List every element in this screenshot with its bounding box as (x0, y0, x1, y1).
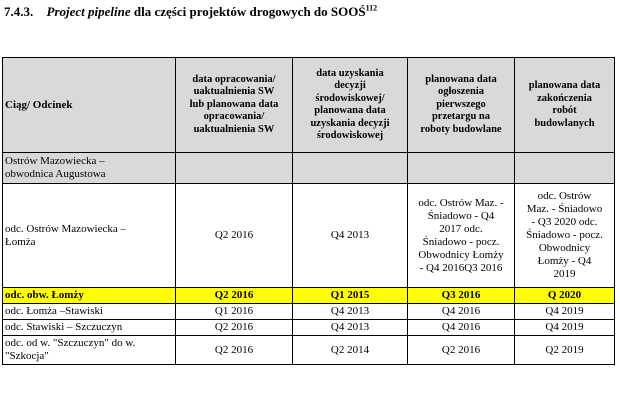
tender-date-cell: Q4 2016 (408, 304, 515, 320)
sw-date-cell: Q2 2016 (176, 184, 293, 288)
table-row-highlighted (3, 288, 615, 304)
table-row (3, 184, 615, 288)
group-cell-empty (176, 153, 293, 184)
completion-date-cell: Q2 2019 (515, 336, 615, 365)
section-title-italic: Project pipeline (46, 4, 131, 19)
table-row-group (3, 153, 615, 184)
completion-date-cell: Q4 2019 (515, 320, 615, 336)
group-name: Ostrów Mazowiecka – obwodnica Augustowa (3, 153, 176, 184)
section-title-rest: dla części projektów drogowych do SOOŚ (133, 4, 366, 19)
segment-name: odc. Ostrów Mazowiecka – Łomża (3, 184, 176, 288)
segment-name: odc. od w. "Szczuczyn" do w. "Szkocja" (3, 336, 176, 365)
sw-date-cell: Q2 2016 (176, 320, 293, 336)
project-pipeline-table (2, 57, 615, 365)
env-decision-cell: Q4 2013 (293, 320, 408, 336)
header-completion-date: planowana data zakończenia robót budowlanych (515, 58, 615, 153)
section-heading (4, 4, 377, 20)
tender-date-cell: Q2 2016 (408, 336, 515, 365)
segment-name: odc. obw. Łomży (3, 288, 176, 304)
env-decision-cell: Q1 2015 (293, 288, 408, 304)
table-row (3, 320, 615, 336)
table-row (3, 304, 615, 320)
completion-date-cell: odc. Ostrów Maz. - Śniadowo - Q3 2020 odc. Śniadowo - pocz. Obwodnicy Łomży - Q4 2019 (515, 184, 615, 288)
env-decision-cell: Q2 2014 (293, 336, 408, 365)
completion-date-cell: Q 2020 (515, 288, 615, 304)
segment-name: odc. Łomża –Stawiski (3, 304, 176, 320)
section-number: 7.4.3. (4, 4, 34, 19)
env-decision-cell: Q4 2013 (293, 304, 408, 320)
sw-date-cell: Q2 2016 (176, 336, 293, 365)
table-row (3, 336, 615, 365)
group-cell-empty (293, 153, 408, 184)
header-tender-date: planowana data ogłoszenia pierwszego przetargu na roboty budowlane (408, 58, 515, 153)
tender-date-cell: Q4 2016 (408, 320, 515, 336)
header-sw-date: data opracowania/ uaktualnienia SW lub planowana data opracowania/ uaktualnienia SW (176, 58, 293, 153)
header-env-decision-date: data uzyskania decyzji środowiskowej/ planowana data uzyskania decyzji środowiskowej (293, 58, 408, 153)
env-decision-cell: Q4 2013 (293, 184, 408, 288)
group-cell-empty (408, 153, 515, 184)
group-cell-empty (515, 153, 615, 184)
completion-date-cell: Q4 2019 (515, 304, 615, 320)
table-header-row (3, 58, 615, 153)
tender-date-cell: odc. Ostrów Maz. - Śniadowo - Q4 2017 odc. Śniadowo - pocz. Obwodnicy Łomży - Q4 2016Q3 2016 (408, 184, 515, 288)
sw-date-cell: Q1 2016 (176, 304, 293, 320)
sw-date-cell: Q2 2016 (176, 288, 293, 304)
header-segment: Ciąg/ Odcinek (3, 58, 176, 153)
footnote-marker: 112 (365, 3, 378, 13)
segment-name: odc. Stawiski – Szczuczyn (3, 320, 176, 336)
tender-date-cell: Q3 2016 (408, 288, 515, 304)
